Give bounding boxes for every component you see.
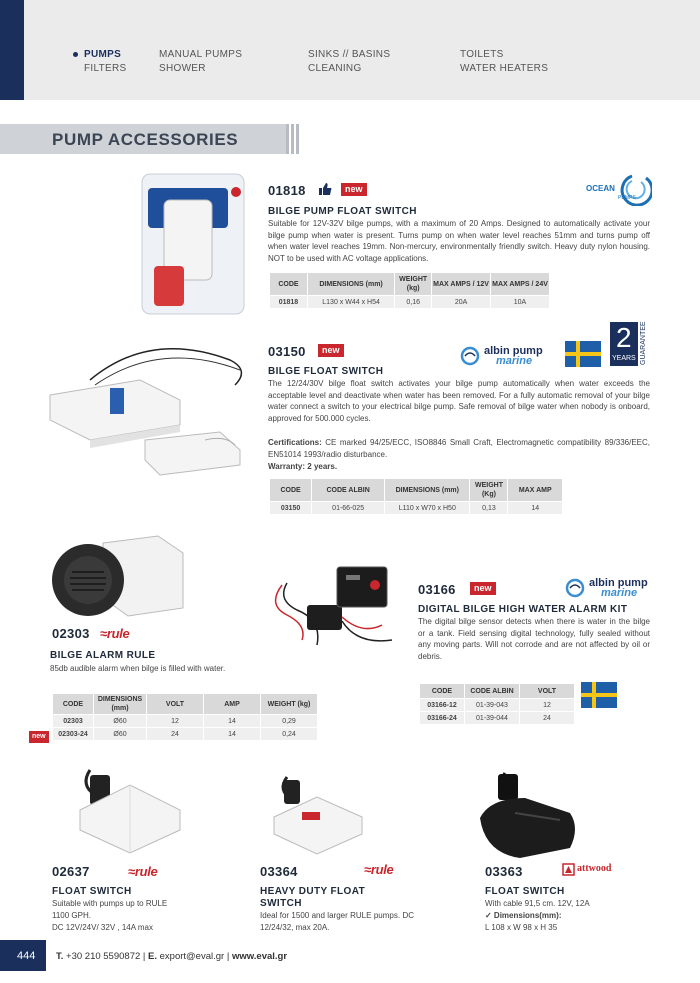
table-header: CODE xyxy=(270,479,311,501)
table-cell: 12 xyxy=(147,715,203,727)
rule-logo: ≈rule xyxy=(100,626,130,641)
product-line: DC 12V/24V/ 32V , 14A max xyxy=(52,923,153,932)
product-description: Ideal for 1500 and larger RULE pumps. DC 12/24/32, max 20A. xyxy=(260,911,414,932)
table-cell: 24 xyxy=(147,728,203,740)
rule-logo: ≈rule xyxy=(128,864,158,879)
table-row xyxy=(270,502,562,514)
website-link[interactable]: www.eval.gr xyxy=(229,951,288,962)
product-title: FLOAT SWITCH xyxy=(52,886,132,897)
dimensions-label: ✓ Dimensions(mm): xyxy=(485,911,562,920)
table-cell: 01818 xyxy=(270,296,307,308)
table-header: CODE ALBIN xyxy=(312,479,384,501)
attwood-emblem-icon xyxy=(562,863,575,876)
header-accent-bar xyxy=(0,0,24,100)
product-code: 01818 xyxy=(268,183,306,198)
table-header: MAX AMPS / 24V xyxy=(491,273,549,295)
product-line: 1100 GPH. xyxy=(52,911,91,920)
product-description: 85db audible alarm when bilge is filled with water. xyxy=(50,664,226,673)
guarantee-badge xyxy=(610,322,638,366)
brand-sub-text: marine xyxy=(601,587,638,599)
phone[interactable]: +30 210 5590872 | xyxy=(63,951,146,962)
product-title: BILGE PUMP FLOAT SWITCH xyxy=(268,206,417,217)
table-cell: 03166-12 xyxy=(420,699,464,711)
table-cell: 03166-24 xyxy=(420,712,464,724)
nav-item-cleaning[interactable]: CLEANING xyxy=(308,63,362,74)
albin-pump-logo xyxy=(565,577,665,599)
brand-sub xyxy=(601,587,637,599)
table-cell: 03150 xyxy=(270,502,311,514)
attwood-logo xyxy=(562,862,624,878)
nav-item-toilets[interactable]: TOILETS xyxy=(460,49,504,60)
spec-table-01818 xyxy=(269,272,550,309)
product-code: 03364 xyxy=(260,864,298,879)
table-cell: 14 xyxy=(204,715,260,727)
footer-contact xyxy=(56,951,287,962)
product-image-01818 xyxy=(134,170,254,320)
product-image-02303 xyxy=(48,528,188,623)
table-header: WEIGHT (Kg) xyxy=(470,479,507,501)
sweden-flag xyxy=(581,682,617,708)
table-row xyxy=(420,699,574,711)
table-header: AMP xyxy=(204,694,260,714)
brand-name: albin pump xyxy=(484,345,543,357)
brand-sub-text: marine xyxy=(496,355,533,367)
title-stripe xyxy=(291,124,294,154)
dimensions-value: L 108 x W 98 x H 35 xyxy=(485,923,558,932)
guarantee-number: 2 xyxy=(616,322,632,353)
product-image-02637 xyxy=(60,765,190,855)
email-link[interactable]: export@eval.gr | xyxy=(157,951,230,962)
product-image-03364 xyxy=(262,772,372,857)
product-title: DIGITAL BILGE HIGH WATER ALARM KIT xyxy=(418,604,628,615)
new-tag: new xyxy=(29,731,49,743)
brand-sub: PUMPS xyxy=(618,195,636,201)
table-row xyxy=(53,728,317,740)
table-cell: 0,29 xyxy=(261,715,317,727)
title-stripe xyxy=(286,124,289,154)
warranty: Warranty: 2 years. xyxy=(268,462,338,471)
table-cell: 01-66-025 xyxy=(312,502,384,514)
table-cell: 10A xyxy=(491,296,549,308)
product-title: BILGE ALARM RULE xyxy=(50,650,156,661)
table-header: VOLT xyxy=(520,684,574,698)
table-header: DIMENSIONS (mm) xyxy=(308,273,394,295)
thumbs-up-icon xyxy=(318,182,332,196)
table-cell: 0,13 xyxy=(470,502,507,514)
table-header: DIMENSIONS (mm) xyxy=(385,479,469,501)
table-cell: 01-39-044 xyxy=(465,712,519,724)
guarantee-word: GUARANTEE xyxy=(640,321,647,365)
product-line: With cable 91,5 cm. 12V, 12A xyxy=(485,899,590,908)
product-description: Suitable for 12V-32V bilge pumps, with a maximum of 20 Amps. Designed to automatically activate your bilge pump when water is present. Turns pump on when water level reaches 51mm and turns pump off when water level reaches 19mm. Non-mercury, environmentally friendly switch. Heavy duty nylon housing. NOT to be used with AC voltage applications. xyxy=(268,219,650,263)
table-row xyxy=(270,296,549,308)
brand-name: rule xyxy=(370,862,394,877)
nav-item-filters[interactable]: FILTERS xyxy=(84,63,127,74)
product-title: HEAVY DUTY FLOAT SWITCH xyxy=(260,886,366,909)
new-badge: new xyxy=(341,183,367,196)
product-code: 02637 xyxy=(52,864,90,879)
table-cell: L130 x W44 x H54 xyxy=(308,296,394,308)
spec-table-03150 xyxy=(269,478,563,515)
table-cell: 0,16 xyxy=(395,296,431,308)
table-cell: 02303-24 xyxy=(53,728,93,740)
brand-name: rule xyxy=(106,626,130,641)
cert-text: CE marked 94/25/ECC, ISO8846 Small Craft, Electromagnetic compatibility 89/336/EEC, EN51014 1993/radio disturbance. xyxy=(268,438,650,459)
table-cell: Ø60 xyxy=(94,728,146,740)
phone-label: T. xyxy=(56,951,64,962)
table-header: CODE xyxy=(53,694,93,714)
albin-logo-icon xyxy=(565,578,587,598)
brand-sub xyxy=(496,355,532,367)
email-label: E. xyxy=(145,951,157,962)
new-badge: new xyxy=(318,344,344,357)
product-image-03150 xyxy=(30,340,255,500)
table-cell: 12 xyxy=(520,699,574,711)
nav-item-pumps[interactable]: PUMPS xyxy=(84,49,122,60)
page-number: 444 xyxy=(17,950,36,962)
product-code: 02303 xyxy=(52,626,90,641)
spec-table-02303 xyxy=(52,693,318,741)
brand-name: attwood xyxy=(577,863,612,874)
table-header: MAX AMP xyxy=(508,479,562,501)
table-header: WEIGHT (kg) xyxy=(261,694,317,714)
table-row xyxy=(53,715,317,727)
table-header: MAX AMPS / 12V xyxy=(432,273,490,295)
product-title: BILGE FLOAT SWITCH xyxy=(268,366,384,377)
sweden-flag xyxy=(565,341,601,367)
table-cell: 0,24 xyxy=(261,728,317,740)
table-cell: L110 x W70 x H50 xyxy=(385,502,469,514)
spec-table-03166 xyxy=(419,683,575,725)
product-code: 03150 xyxy=(268,344,306,359)
nav-item-sinks-basins[interactable]: SINKS // BASINS xyxy=(308,49,391,60)
brand-name: OCEAN xyxy=(586,184,615,193)
cert-label: Certifications: xyxy=(268,438,322,447)
table-cell: 20A xyxy=(432,296,490,308)
brand-name: albin pump xyxy=(589,577,648,589)
table-cell: Ø60 xyxy=(94,715,146,727)
nav-item-shower[interactable]: SHOWER xyxy=(159,63,206,74)
table-header: CODE ALBIN xyxy=(465,684,519,698)
title-stripe xyxy=(296,124,299,154)
product-title: FLOAT SWITCH xyxy=(485,886,565,897)
product-code: 03166 xyxy=(418,582,456,597)
table-header: DIMENSIONS (mm) xyxy=(94,694,146,714)
table-header: CODE xyxy=(420,684,464,698)
table-header: VOLT xyxy=(147,694,203,714)
product-code: 03363 xyxy=(485,864,523,879)
brand-name: rule xyxy=(134,864,158,879)
table-cell: 14 xyxy=(508,502,562,514)
table-header: WEIGHT (kg) xyxy=(395,273,431,295)
albin-logo-icon xyxy=(460,346,482,366)
new-badge: new xyxy=(470,582,496,595)
product-line: Suitable with pumps up to RULE xyxy=(52,899,168,908)
table-cell: 02303 xyxy=(53,715,93,727)
table-header: CODE xyxy=(270,273,307,295)
active-bullet-icon xyxy=(73,52,78,57)
table-cell: 01-39-043 xyxy=(465,699,519,711)
product-image-03363 xyxy=(470,768,590,863)
product-description: The digital bilge sensor detects when there is water in the bilge or a tank. Field sensing digital technology, fully sealed without any moving parts. Will not corrode and are not affected by oil or debris. xyxy=(418,617,650,661)
table-cell: 24 xyxy=(520,712,574,724)
certifications xyxy=(268,437,650,460)
product-description: The 12/24/30V bilge float switch activates your bilge pump automatically when water exceeds the acceptable level and deactivate when water has been removed. For a fully automatic removal of your bilge water connect a switch to your electrical bilge pump. Safe removal of bilge water when nobody is onboard, approved for 500.000 cycles. xyxy=(268,379,650,423)
nav-item-water-heaters[interactable]: WATER HEATERS xyxy=(460,63,549,74)
table-row xyxy=(420,712,574,724)
product-image-03166 xyxy=(262,555,402,655)
rule-logo: ≈rule xyxy=(364,862,394,877)
ocean-pumps-logo xyxy=(586,172,652,206)
guarantee-years: YEARS xyxy=(612,355,636,362)
section-title: PUMP ACCESSORIES xyxy=(52,130,239,149)
albin-pump-logo xyxy=(460,345,560,367)
table-cell: 14 xyxy=(204,728,260,740)
nav-item-manual-pumps[interactable]: MANUAL PUMPS xyxy=(159,49,243,60)
